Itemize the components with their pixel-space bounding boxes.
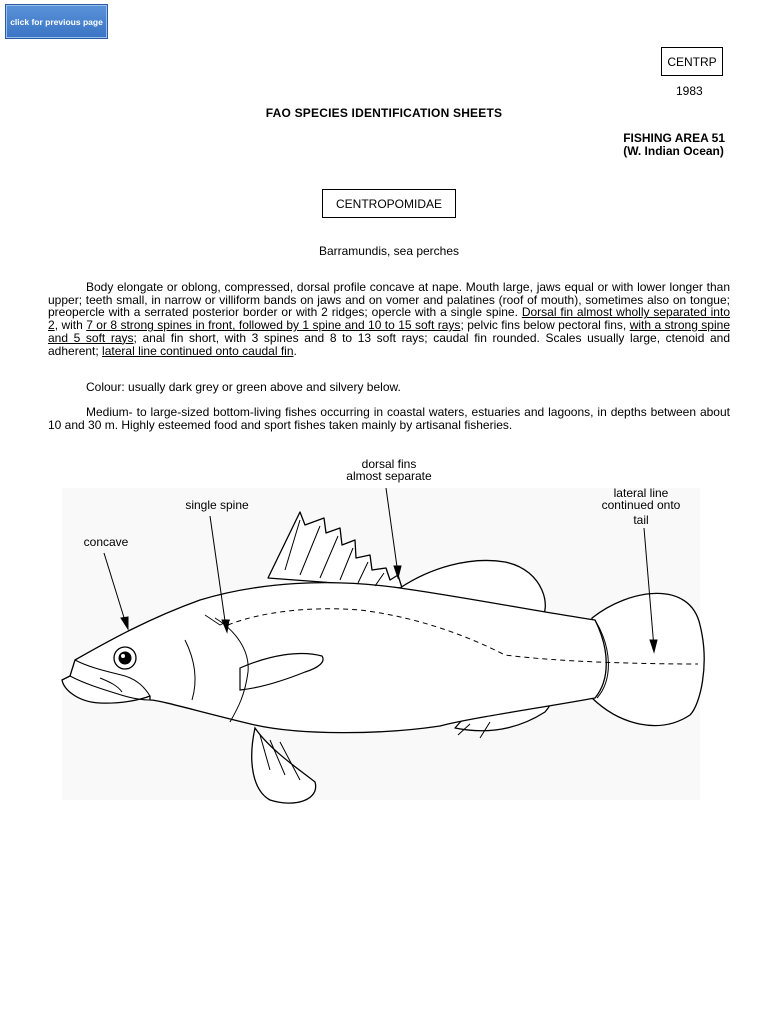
description-text: ; pelvic fins below pectoral fins,	[460, 318, 630, 333]
description-key-spines: 7 or 8 strong spines in front, followed by 1 spine and 10 to 15 soft rays	[86, 318, 461, 333]
family-code: CENTRP	[667, 54, 717, 69]
fish-eye-highlight	[121, 654, 125, 658]
label-concave: concave	[83, 535, 129, 549]
label-continued-onto: continued onto	[601, 498, 681, 512]
sheet-title: FAO SPECIES IDENTIFICATION SHEETS	[265, 106, 503, 120]
label-lateral-line: lateral line	[613, 486, 669, 500]
fish-pupil	[119, 652, 132, 665]
description-key-pelvic: with a strong spine and 5 soft rays	[48, 318, 730, 345]
label-tail: tail	[633, 513, 649, 527]
common-names: Barramundis, sea perches	[318, 244, 460, 258]
description-key-dorsal: Dorsal fin almost wholly separated into 2	[48, 305, 730, 333]
habitat-text: Medium- to large-sized bottom-living fishes occurring in coastal waters, estuaries and lagoons, in depths between about 10 and 30 m. Highly esteemed food and sport fishes taken mainly by artisanal fisheries.	[48, 405, 730, 432]
family-name: CENTROPOMIDAE	[335, 196, 442, 211]
previous-page-button[interactable]: click for previous page	[5, 4, 108, 39]
description-text: Body elongate or oblong, compressed, dorsal profile concave at nape. Mouth large, jaws equal or with lower longer than upper; teeth small, in narrow or villiform bands on jaws and on vomer and palatines (roof of mouth), sometimes also on tongue; preopercle with a serrated posterior border or with 2 ridges; opercle with a single spine.	[48, 280, 730, 320]
description-text: .	[293, 343, 297, 358]
publication-year: 1983	[676, 84, 703, 98]
label-almost-separate: almost separate	[346, 469, 432, 483]
description-key-lateral-line: lateral line continued onto caudal fin	[102, 343, 294, 358]
colour-text: Colour: usually dark grey or green above and silvery below.	[86, 380, 401, 394]
description-text: , with	[54, 318, 87, 333]
fishing-region: (W. Indian Ocean)	[623, 144, 724, 158]
description-text: ; anal fin short, with 3 spines and 8 to 13 soft rays; caudal fin rounded. Scales usually large, ctenoid and adherent;	[48, 330, 730, 358]
label-dorsal-fins: dorsal fins	[361, 457, 417, 471]
fishing-area: FISHING AREA 51	[623, 131, 725, 145]
label-single-spine: single spine	[185, 498, 249, 512]
